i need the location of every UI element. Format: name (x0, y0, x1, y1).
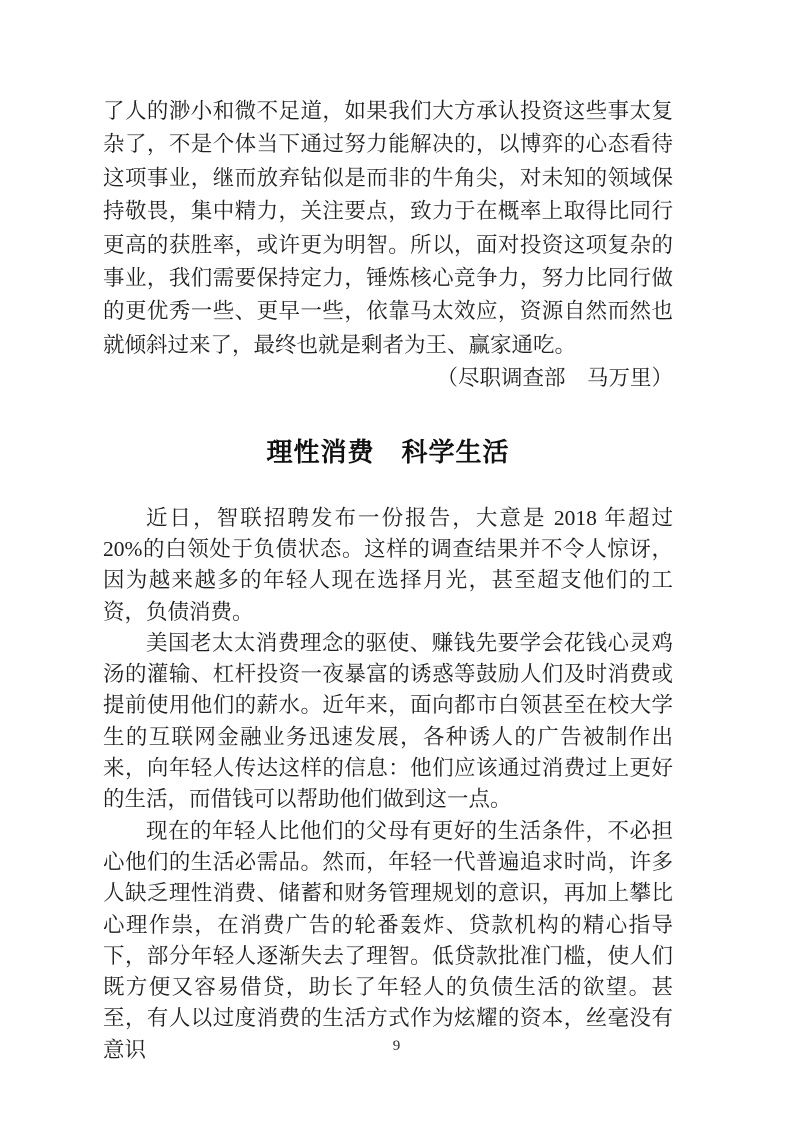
article-title: 理性消费 科学生活 (266, 436, 510, 467)
page-number: 9 (392, 1038, 401, 1054)
text-block (103, 95, 673, 1066)
signature-line: （尽职调查部 马万里） (436, 366, 673, 391)
article-paragraph: 美国老太太消费理念的驱使、赚钱先要学会花钱心灵鸡汤的灌输、杠杆投资一夜暴富的诱惑等鼓励人们及时消费或提前使用他们的薪水。近年来，面向都市白领甚至在校大学生的互联网金融业务迅速发展，各种诱人的广告被制作出来，向年轻人传达这样的信息：他们应该通过消费过上更好的生活，而借钱可以帮助他们做到这一点。 (103, 630, 673, 812)
article-body (103, 503, 673, 1066)
article-paragraph: 近日，智联招聘发布一份报告，大意是 2018 年超过 20%的白领处于负债状态。这样的调查结果并不令人惊讶，因为越来越多的年轻人现在选择月光，甚至超支他们的工资，负债消费。 (103, 505, 673, 624)
article-paragraph: 现在的年轻人比他们的父母有更好的生活条件，不必担心他们的生活必需品。然而，年轻一代普遍追求时尚，许多人缺乏理性消费、储蓄和财务管理规划的意识，再加上攀比心理作祟，在消费广告的轮番轰炸、贷款机构的精心指导下，部分年轻人逐渐失去了理智。低贷款批准门槛，使人们既方便又容易借贷，助长了年轻人的负债生活的欲望。甚至，有人以过度消费的生活方式作为炫耀的资本，丝毫没有意识 (103, 818, 673, 1062)
previous-article-continuation (103, 95, 673, 396)
continuation-paragraph: 了人的渺小和微不足道，如果我们大方承认投资这些事太复杂了，不是个体当下通过努力能解决的，以博弈的心态看待这项事业，继而放弃钻似是而非的牛角尖，对未知的领域保持敬畏，集中精力，关注要点，致力于在概率上取得比同行更高的获胜率，或许更为明智。所以，面对投资这项复杂的事业，我们需要保持定力，锤炼核心竞争力，努力比同行做的更优秀一些、更早一些，依靠马太效应，资源自然而然也就倾斜过来了，最终也就是剩者为王、赢家通吃。 (103, 99, 673, 357)
